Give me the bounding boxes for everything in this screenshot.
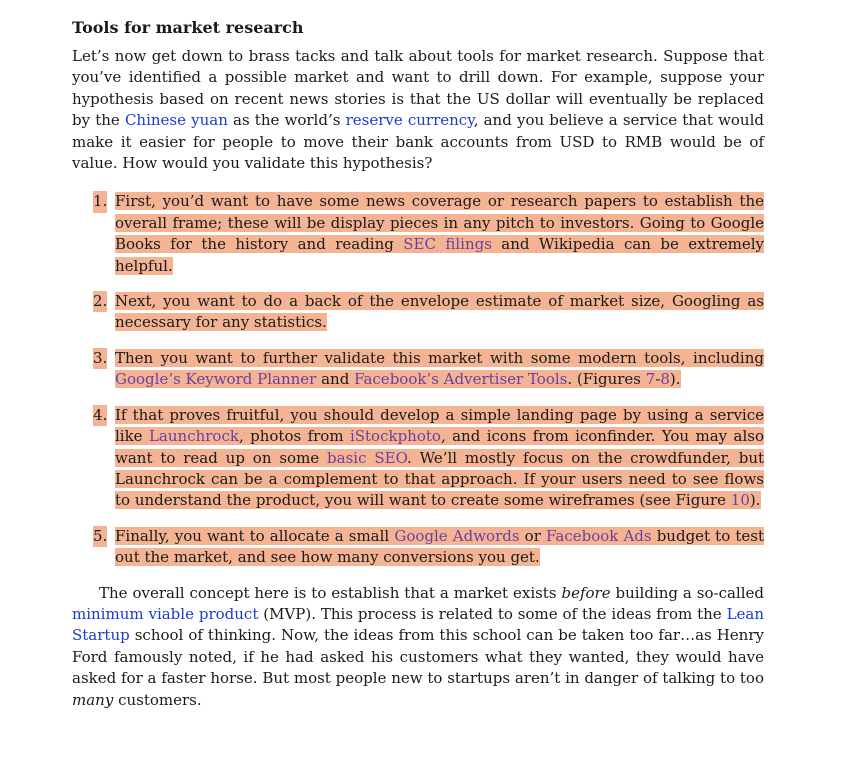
list-item-number: 5. — [93, 526, 107, 547]
link-basic-seo[interactable]: basic SEO — [327, 448, 407, 467]
list-item-number: 1. — [93, 191, 107, 212]
list-item — [72, 526, 764, 569]
link-figure-8[interactable]: 8 — [660, 370, 670, 389]
link-sec-filings[interactable]: SEC filings — [403, 235, 492, 254]
link-figure-7[interactable]: 7 — [645, 370, 656, 389]
link-facebook-ads[interactable]: Facebook Ads — [545, 526, 652, 545]
intro-text-3: , and you believe a service that would make it easier for people to move their bank accounts from USD to RMB would be of value. How would you validate this hypothesis? — [72, 111, 764, 173]
link-lean-startup[interactable]: Lean Startup — [72, 604, 765, 645]
list-item — [72, 405, 764, 512]
link-figure-10[interactable]: 10 — [730, 491, 750, 510]
link-keyword-planner[interactable]: Google’s Keyword Planner — [115, 370, 317, 389]
list-item-text: Finally, you want to allocate a small Google Adwords or Facebook Ads budget to test out the market, and see how many conversions you get. — [115, 526, 764, 567]
intro-text-2: as the world’s — [227, 111, 346, 130]
emphasis-before: before — [561, 583, 611, 602]
list-item — [72, 348, 764, 391]
intro-paragraph — [72, 46, 764, 174]
list-item-text: Then you want to further validate this market with some modern tools, including Google’s Keyword Planner and Facebook’s Advertiser Tools. (Figures 7-8). — [115, 348, 764, 389]
list-item-number: 2. — [93, 291, 107, 312]
list-item-number: 4. — [93, 405, 107, 426]
list-item-number: 3. — [93, 348, 107, 369]
link-istockphoto[interactable]: iStockphoto — [349, 427, 441, 446]
steps-list — [72, 191, 764, 568]
list-item — [72, 191, 764, 277]
list-item-text: First, you’d want to have some news coverage or research papers to establish the overall frame; these will be display pieces in any pitch to investors. Going to Google Books for the history and reading SEC filings and Wikipedia can be extremely helpful. — [115, 192, 764, 275]
emphasis-many: many — [72, 690, 114, 709]
link-google-adwords[interactable]: Google Adwords — [394, 526, 520, 545]
link-reserve-currency[interactable]: reserve currency — [345, 111, 474, 130]
intro-text-1: Let’s now get down to brass tacks and talk about tools for market research. Suppose that you’ve identified a possible market and want to drill down. For example, suppose your hypothesis based on recent news stories is that the US dollar will eventually be replaced by the — [72, 47, 764, 130]
list-item-text: Next, you want to do a back of the envelope estimate of market size, Googling as necessary for any statistics. — [115, 292, 764, 332]
link-advertiser-tools[interactable]: Facebook’s Advertiser Tools — [354, 370, 568, 389]
link-mvp[interactable]: minimum viable product — [72, 604, 259, 623]
section-heading: Tools for market research — [72, 18, 304, 37]
closing-paragraph: The overall concept here is to establish that a market exists before building a so-called minimum viable product (MVP). This process is related to some of the ideas from the Lean Startup school of thinking. Now, the ideas from this school can be taken too far…as Henry Ford famously noted, if he had asked his customers what they wanted, they would have asked for a faster horse. But most people new to startups aren’t in danger of talking to too many customers. — [72, 583, 765, 709]
list-item-text: If that proves fruitful, you should develop a simple landing page by using a service like Launchrock, photos from iStockphoto, and icons from iconfinder. You may also want to read up on some basic SEO. We’ll mostly focus on the crowdfunder, but Launchrock can be a complement to that approach. If your users need to see flows to understand the product, you will want to create some wireframes (see Figure 10). — [115, 405, 765, 510]
link-launchrock[interactable]: Launchrock — [148, 427, 239, 446]
document-page — [72, 14, 764, 711]
list-item — [72, 291, 764, 334]
link-chinese-yuan[interactable]: Chinese yuan — [124, 111, 228, 130]
